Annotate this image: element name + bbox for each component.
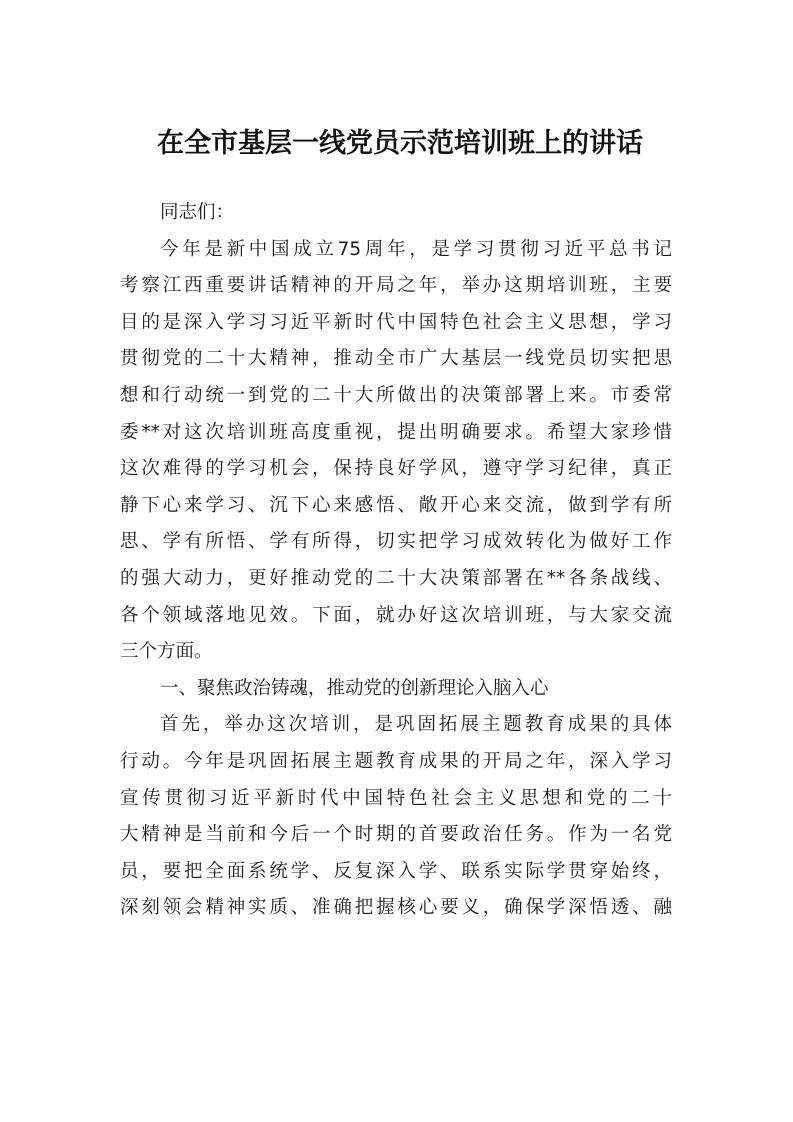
body-line: 宣传贯彻习近平新时代中国特色社会主义思想和党的二十 <box>120 787 672 809</box>
body-line: 这次难得的学习机会，保持良好学风，遵守学习纪律，真正 <box>120 458 672 480</box>
body-line: 大精神是当前和今后一个时期的首要政治任务。作为一名党 <box>120 824 672 846</box>
body-line: 同志们： <box>160 202 235 223</box>
body-line: 考察江西重要讲话精神的开局之年，举办这期培训班，主要 <box>120 275 672 297</box>
body-line: 员，要把全面系统学、反复深入学、联系实际学贯穿始终， <box>120 860 672 882</box>
body-line: 各个领域落地见效。下面，就办好这次培训班，与大家交流 <box>120 604 672 626</box>
body-line: 贯彻党的二十大精神，推动全市广大基层一线党员切实把思 <box>120 348 672 370</box>
body-line: 委**对这次培训班高度重视，提出明确要求。希望大家珍惜 <box>120 421 672 443</box>
body-line: 静下心来学习、沉下心来感悟、敞开心来交流，做到学有所 <box>120 494 672 516</box>
body-line: 今年是新中国成立75周年，是学习贯彻习近平总书记 <box>160 238 672 260</box>
document-title: 在全市基层一线党员示范培训班上的讲话 <box>157 128 643 159</box>
body-line: 思、学有所悟、学有所得，切实把学习成效转化为做好工作 <box>120 531 672 553</box>
body-line: 三个方面。 <box>120 641 213 663</box>
document-body <box>120 195 672 927</box>
body-line: 一、聚焦政治铸魂，推动党的创新理论入脑入心 <box>160 677 549 699</box>
body-line: 深刻领会精神实质、准确把握核心要义，确保学深悟透、融 <box>120 897 672 919</box>
body-line: 想和行动统一到党的二十大所做出的决策部署上来。市委常 <box>120 384 672 406</box>
body-line: 首先，举办这次培训，是巩固拓展主题教育成果的具体 <box>160 714 672 736</box>
body-line: 目的是深入学习习近平新时代中国特色社会主义思想，学习 <box>120 311 672 333</box>
body-line: 行动。今年是巩固拓展主题教育成果的开局之年，深入学习 <box>120 750 672 772</box>
body-line: 的强大动力，更好推动党的二十大决策部署在**各条战线、 <box>120 567 672 589</box>
